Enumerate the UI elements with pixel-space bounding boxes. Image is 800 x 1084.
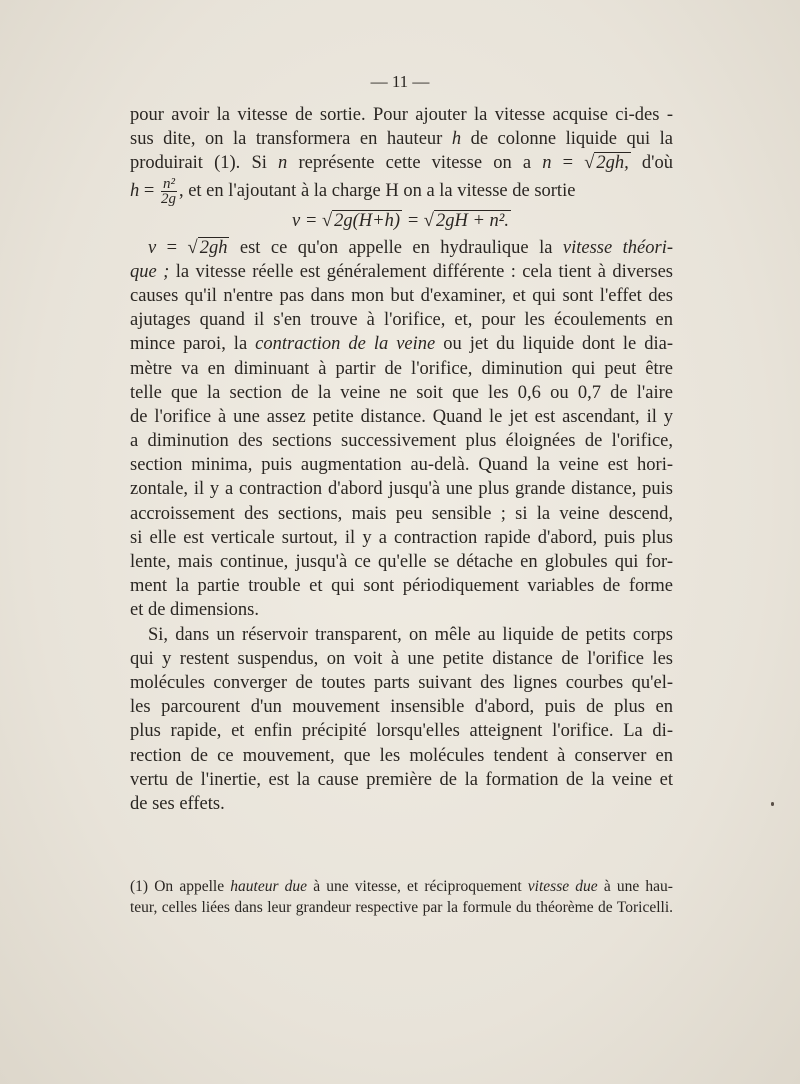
footnote-line: (1) On appelle hauteur due à une vitesse, et réciproquement vitesse due à une hau- <box>130 878 673 895</box>
text-line: Si, dans un réservoir transparent, on mêle au liquide de petits corps <box>148 624 673 645</box>
text-line: accroissement des sections, mais peu sensible ; si la veine descend, <box>130 503 673 524</box>
text-line: telle que la section de la veine ne soit que les 0,6 ou 0,7 de l'aire <box>130 382 673 403</box>
ink-speck <box>771 802 774 806</box>
text-line: a diminution des sections successivement plus éloignées de l'orifice, <box>130 431 673 452</box>
text-line: causes qu'il n'entre pas dans mon but d'examiner, et qui sont l'effet des <box>130 285 673 306</box>
square-root: √ 2gh, <box>584 153 629 174</box>
text-line: section minima, puis augmentation au-delà. Quand la veine est hori- <box>130 455 673 476</box>
footnote <box>130 876 673 918</box>
text-line: si elle est verticale surtout, il y a contraction rapide d'abord, puis plus <box>130 527 673 548</box>
text-line: de ses effets. <box>130 793 225 814</box>
text-line: qui y restent suspendus, on voit à une petite distance de l'orifice les <box>130 648 673 669</box>
text-line: que ; la vitesse réelle est généralement différente : cela tient à diverses <box>130 261 674 282</box>
text-line: h = $\frac{\text{n²}}{2g}$ , et en l'ajoutant à la charge H on a la vitesse de sortie <box>130 175 576 207</box>
fraction: $\frac{\text{n²}}{2g}$ <box>160 175 176 207</box>
text-line: zontale, il y a contraction d'abord jusqu'à une plus grande distance, puis <box>130 479 673 500</box>
text-line: produirait (1). Si n représente cette vitesse on a n = √ 2gh, d'où <box>130 153 673 174</box>
formula: v = √ 2g(H+h) = √ 2gH + n². <box>292 210 509 231</box>
text-line: plus rapide, et enfin précipité lorsqu'elles atteignent l'orifice. La di- <box>130 721 673 742</box>
text-line: mince paroi, la contraction de la veine ou jet du liquide dont le dia- <box>130 334 673 355</box>
text-line: pour avoir la vitesse de sortie. Pour ajouter la vitesse acquise ci-des - <box>130 105 673 125</box>
footnote-line: teur, celles liées dans leur grandeur respective par la formule du théorème de Toricelli. <box>130 899 673 916</box>
text-line: rection de ce mouvement, que les molécules tendent à conserver en <box>130 745 673 766</box>
text-line: et de dimensions. <box>130 600 259 621</box>
text-line: ment la partie trouble et qui sont périodiquement variables de forme <box>130 576 673 597</box>
page-number: — 11 — <box>370 72 430 91</box>
text-line: vertu de l'inertie, est la cause première de la formation de la veine et <box>130 769 673 790</box>
text-line: mètre va en diminuant à partir de l'orifice, diminution qui peut être <box>130 358 673 379</box>
text-line: sus dite, on la transformera en hauteur h de colonne liquide qui la <box>130 129 673 150</box>
text-line: v = √ 2gh est ce qu'on appelle en hydraulique la vitesse théori- <box>148 237 673 258</box>
text-line: lente, mais continue, jusqu'à ce qu'elle se détache en globules qui for- <box>130 552 673 572</box>
text-line: de l'orifice à une assez petite distance. Quand le jet est ascendant, il y <box>130 406 673 427</box>
text-line: molécules converger de toutes parts suivant des lignes courbes qu'el- <box>130 672 673 693</box>
body-text <box>130 103 673 816</box>
text-line: ajutages quand il s'en trouve à l'orifice, et, pour les écoulements en <box>130 310 673 331</box>
text-line: les parcourent d'un mouvement insensible d'abord, puis de plus en <box>130 697 673 718</box>
